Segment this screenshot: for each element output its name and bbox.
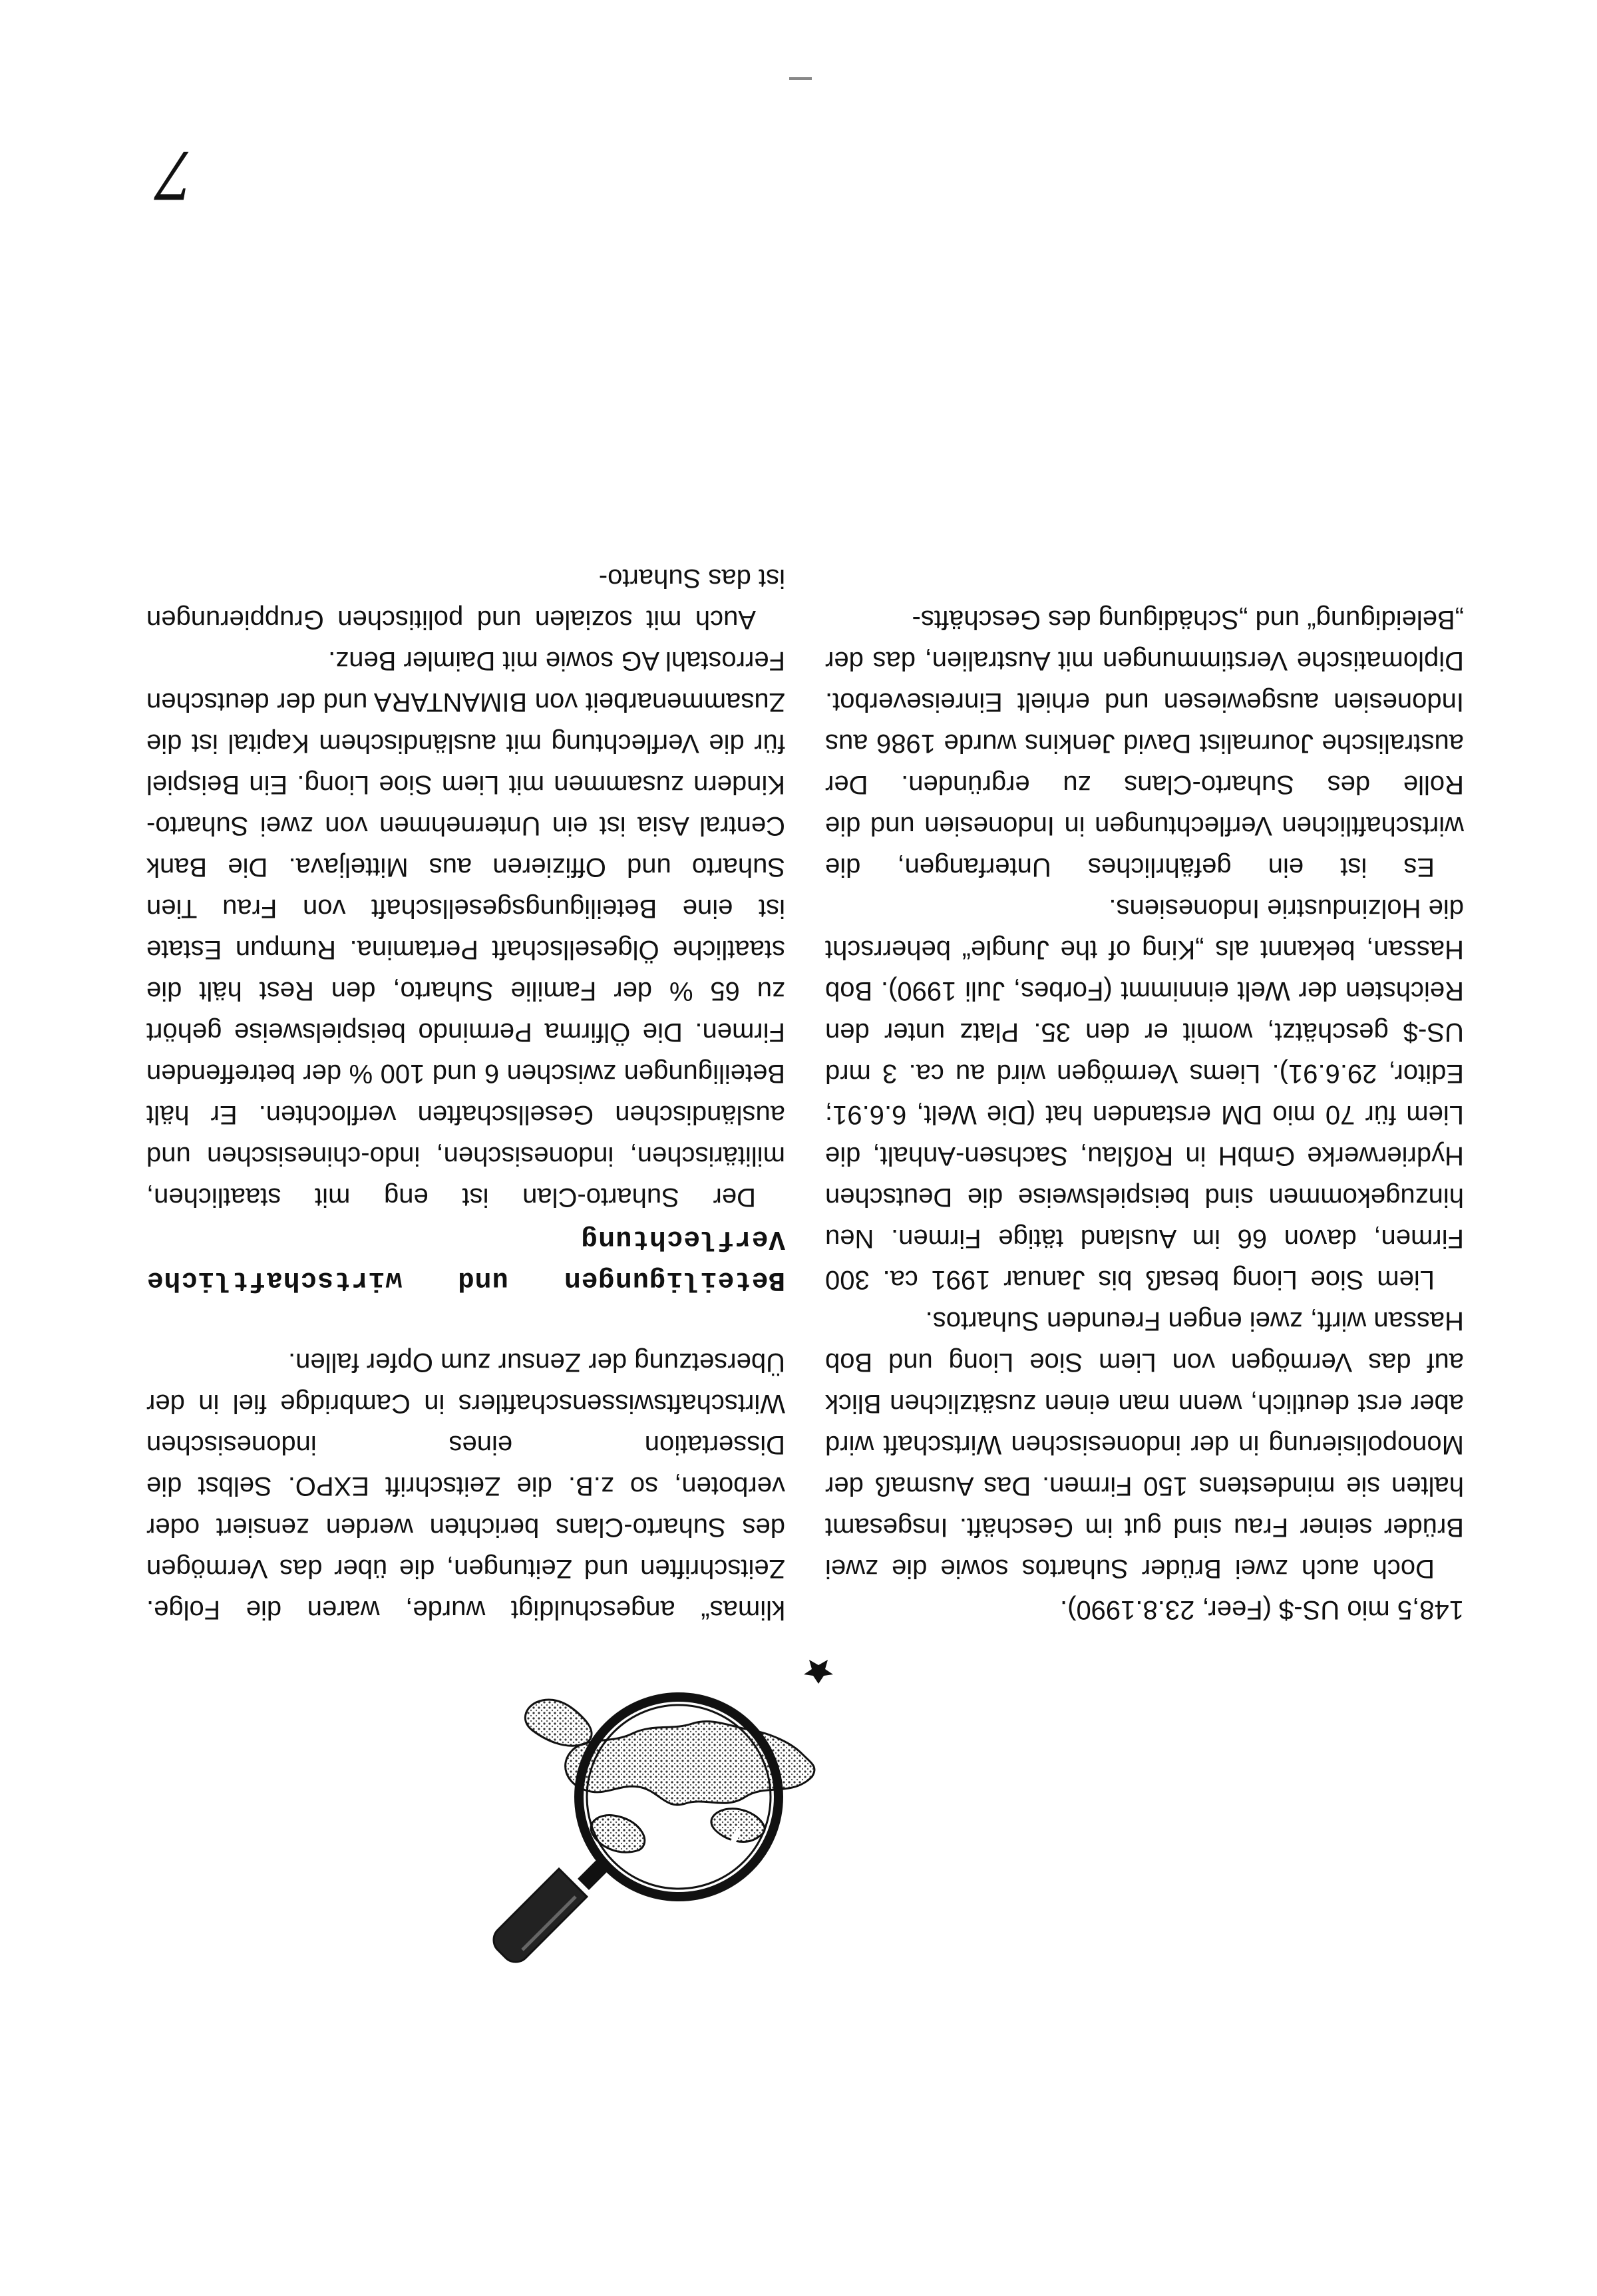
paragraph: 148,5 mio US-$ (Feer, 23.8.1990). bbox=[1060, 1595, 1464, 1625]
section-heading: Beteiligungen und wirtschaftliche Verflechtung bbox=[146, 1223, 785, 1295]
paragraph: Der Suharto-Clan ist eng mit staatlichen, militärischen, indonesischen, indo-chinesischen und ausländischen Gesellschaften verflochten. Er hält Beteiligungen zwischen 6 und 100 % der betreffenden Firmen. Die Ölfirma Permindo beispielsweise gehört zu 65 % der Familie Suharto, den Rest hält die staatliche Ölgesellschaft Pertamina. Rumpun Estate ist eine Beteiligungsgesellschaft von Frau Tien Suharto und Offizieren aus Mitteljava. Die Bank Central Asia ist ein Unternehmen von zwei Suharto-Kindern zusammen mit Liem Sioe Liong. Ein Beispiel für die Verflechtung mit ausländischem Kapital ist die Zusammenarbeit von BIMANTARA und der deutschen Ferrostahl AG sowie mit Daimler Benz. bbox=[146, 646, 785, 1212]
paragraph: Doch auch zwei Brüder Suhartos sowie die zwei Brüder seiner Frau sind gut im Geschäft. Insgesamt halten sie mindestens 150 Firmen. Das Ausmaß der Monopolisierung in der indonesischen Wirtschaft wird aber erst deutlich, wenn man einen zusätzlichen Blick auf das Vermögen von Liem Sioe Liong und Bob Hassan wirft, zwei engen Freunden Suhartos. bbox=[825, 1306, 1464, 1583]
page-number: 7 bbox=[156, 136, 193, 217]
paragraph: klimas“ angeschuldigt wurde, waren die Folge. Zeitschriften und Zeitungen, die über das Vermögen des Suharto-Clans berichten werden zensiert oder verboten, so z.B. die Zeitschrift EXPO. Selbst die Dissertation eines indonesischen Wirtschaftswissenschaftlers in Cambridge fiel in der Übersetzung der Zensur zum Opfer fallen. bbox=[146, 1348, 785, 1625]
left-column bbox=[825, 599, 1464, 1630]
paragraph: Es ist ein gefährliches Unterfangen, die wirtschaftlichen Verflechtungen in Indonesien und die Rolle des Suharto-Clans zu ergründen. Der australische Journalist David Jenkins wurde 1986 aus Indonesien ausgewiesen und erhielt Einreiseverbot. Diplomatische Verstimmungen mit Australien, das der „Beleidigung“ und „Schädigung des Geschäfts- bbox=[825, 605, 1464, 882]
right-column bbox=[146, 558, 785, 1630]
paragraph: Auch mit sozialen und politischen Gruppierungen ist das Suharto- bbox=[146, 564, 785, 634]
magnifying-glass-over-map-icon bbox=[466, 1624, 838, 1997]
paragraph: Liem Sioe Liong besaß bis Januar 1991 ca. 300 Firmen, davon 66 im Ausland tätige Firmen. Neu hinzugekommen sind beispielsweise die Deutschen Hydrierwerke GmbH in Roßlau, Sachsen-Anhalt, die Liem für 70 mio DM erstanden hat (Die Welt, 6.6.91; Editor, 29.6.91). Liems Vermögen wird au ca. 3 mrd US-$ geschätzt, womit er den 35. Platz unter den Reichsten der Welt einnimmt (Forbes, Juli 1990). Bob Hassan, bekannt als „King of the Jungle“ beherrscht die Holzindustrie Indonesiens. bbox=[825, 894, 1464, 1294]
scan-mark bbox=[789, 77, 812, 80]
